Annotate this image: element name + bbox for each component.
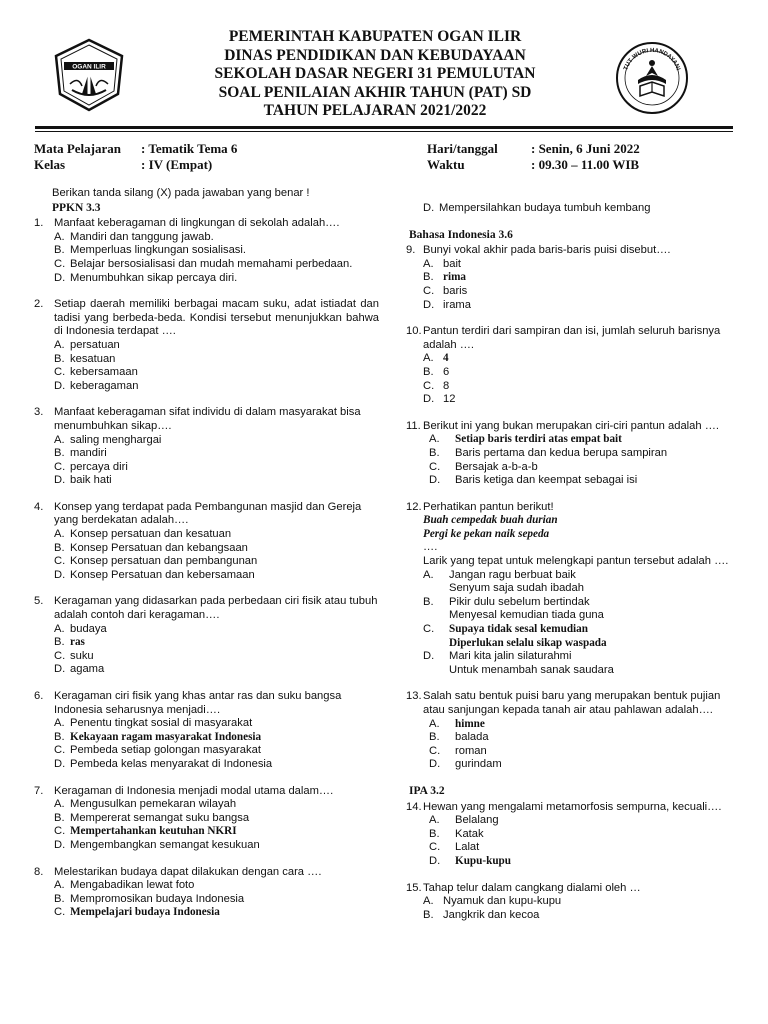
question-number: 1. <box>34 217 44 230</box>
question-2 <box>34 298 379 393</box>
option-b[interactable]: B. Katak <box>429 827 484 840</box>
date-value: : Senin, 6 Juni 2022 <box>531 141 640 156</box>
question-prompt: Larik yang tepat untuk melengkapi pantun tersebut adalah …. <box>423 555 729 568</box>
option-a[interactable]: A. persatuan <box>54 338 120 351</box>
option-d[interactable]: D. Mari kita jalin silaturahmi Untuk menambah sanak saudara <box>423 650 614 676</box>
time-label: Waktu <box>427 157 465 172</box>
option-a[interactable]: A. Mengusulkan pemekaran wilayah <box>54 798 237 811</box>
question-15 <box>406 882 736 923</box>
option-c[interactable]: C. Pembeda setiap golongan masyarakat <box>54 744 261 757</box>
option-d[interactable]: D. Baris ketiga dan keempat sebagai isi <box>429 474 638 487</box>
ogan-ilir-emblem-icon <box>52 38 126 112</box>
question-8 <box>34 866 379 920</box>
option-d[interactable]: D. Mengembangkan semangat kesukuan <box>54 838 260 851</box>
question-number: 12. <box>406 500 422 513</box>
option-a[interactable]: A. bait <box>423 257 462 270</box>
option-a[interactable]: A. Belalang <box>429 814 499 827</box>
question-11 <box>406 420 736 488</box>
instruction-text: Berikan tanda silang (X) pada jawaban yang benar ! <box>52 187 310 199</box>
option-d[interactable]: D. Menumbuhkan sikap percaya diri. <box>54 271 238 284</box>
option-d[interactable]: D. keberagaman <box>54 379 139 392</box>
question-number: 4. <box>34 500 44 513</box>
pantun-blank: …. <box>423 541 438 554</box>
svg-text:TUT WURI HANDAYANI: TUT WURI HANDAYANI <box>623 47 681 72</box>
svg-text:OGAN ILIR: OGAN ILIR <box>72 63 106 71</box>
option-a[interactable]: A. budaya <box>54 622 107 635</box>
option-c[interactable]: C. 8 <box>423 379 450 392</box>
option-c[interactable]: C. baris <box>423 284 468 297</box>
option-a[interactable]: A. Mandiri dan tanggung jawab. <box>54 230 214 243</box>
option-a[interactable]: A. saling menghargai <box>54 433 162 446</box>
option-b[interactable]: B. Pikir dulu sebelum bertindak Menyesal kemudian tiada guna <box>423 595 604 622</box>
option-a[interactable]: A. Nyamuk dan kupu-kupu <box>423 895 562 908</box>
option-b[interactable]: B. Jangkrik dan kecoa <box>423 908 540 921</box>
question-stem: Bunyi vokal akhir pada baris-baris puisi disebut…. <box>423 244 671 257</box>
date-label: Hari/tanggal <box>427 141 498 156</box>
section-bahasa-indonesia: Bahasa Indonesia 3.6 <box>409 228 513 241</box>
question-12 <box>406 501 736 678</box>
question-9 <box>406 244 736 312</box>
option-d[interactable]: D. agama <box>54 663 105 676</box>
header-line-3: SEKOLAH DASAR NEGERI 31 PEMULUTAN <box>214 65 536 82</box>
question-stem: Keragaman di Indonesia menjadi modal utama dalam…. <box>54 784 334 797</box>
question-number: 13. <box>406 690 422 703</box>
question-number: 3. <box>34 406 44 419</box>
option-b[interactable]: B. mandiri <box>54 447 107 460</box>
question-stem: Berikut ini yang bukan merupakan ciri-ciri pantun adalah …. <box>423 419 720 432</box>
question-number: 15. <box>406 881 422 894</box>
option-a[interactable]: A. himne <box>429 717 485 730</box>
pantun-line-1: Buah cempedak buah durian <box>423 514 558 527</box>
option-a[interactable]: A. Mengabadikan lewat foto <box>54 879 195 892</box>
option-a[interactable]: A. Penentu tingkat sosial di masyarakat <box>54 717 253 730</box>
question-1 <box>34 217 379 285</box>
option-c[interactable]: C. Mempertahankan keutuhan NKRI <box>54 825 237 838</box>
tut-wuri-handayani-logo-icon <box>614 40 690 116</box>
option-c[interactable]: C. Lalat <box>429 841 480 854</box>
question-stem: Perhatikan pantun berikut! <box>423 500 554 513</box>
question-7 <box>34 785 379 853</box>
question-stem: Pantun terdiri dari sampiran dan isi, jumlah seluruh barisnya adalah …. <box>423 325 721 351</box>
header-divider-thick <box>35 126 733 129</box>
question-13 <box>406 690 736 772</box>
question-number: 2. <box>34 298 44 311</box>
option-b[interactable]: B. Kekayaan ragam masyarakat Indonesia <box>54 730 262 743</box>
subject-value: : Tematik Tema 6 <box>141 141 238 156</box>
question-stem: Salah satu bentuk puisi baru yang merupakan bentuk pujian atau sanjungan kepada tanah air atau pahlawan adalah…. <box>423 690 721 716</box>
header-line-4: SOAL PENILAIAN AKHIR TAHUN (PAT) SD <box>218 83 532 101</box>
question-number: 8. <box>34 865 44 878</box>
option-d[interactable]: D. Pembeda kelas menyarakat di Indonesia <box>54 757 273 770</box>
option-d[interactable]: D. 12 <box>423 393 456 406</box>
option-c[interactable]: C. Mempelajari budaya Indonesia <box>54 906 220 919</box>
option-b[interactable]: B. kesatuan <box>54 352 116 365</box>
option-b[interactable]: B. ras <box>54 636 85 649</box>
class-label: Kelas <box>34 157 66 172</box>
header-line-2: DINAS PENDIDIKAN DAN KEBUDAYAAN <box>224 46 526 64</box>
option-d[interactable]: D. baik hati <box>54 474 112 487</box>
section-ipa: IPA 3.2 <box>409 784 445 797</box>
question-stem: Manfaat keberagaman sifat individu di dalam masyarakat bisa menumbuhkan sikap…. <box>54 406 361 432</box>
option-d[interactable]: D. Kupu-kupu <box>429 854 511 867</box>
time-value: : 09.30 – 11.00 WIB <box>531 157 640 172</box>
question-stem: Tahap telur dalam cangkang dialami oleh … <box>423 881 641 894</box>
question-stem: Konsep yang terdapat pada Pembangunan masjid dan Gereja yang berdekatan adalah…. <box>54 500 362 527</box>
question-number: 5. <box>34 595 44 608</box>
option-c[interactable]: C. suku <box>54 649 94 662</box>
question-stem: Keragaman yang didasarkan pada perbedaan ciri fisik atau tubuh adalah contoh dari keragaman…. <box>54 595 378 622</box>
option-b[interactable]: B. Baris pertama dan kedua berupa sampiran <box>429 446 668 459</box>
question-5 <box>34 595 379 677</box>
question-number: 9. <box>406 244 416 257</box>
class-value: : IV (Empat) <box>141 157 213 172</box>
question-stem: Melestarikan budaya dapat dilakukan dengan cara …. <box>54 865 322 878</box>
option-d[interactable]: D. Konsep Persatuan dan kebersamaan <box>54 568 255 581</box>
option-c[interactable]: C. Bersajak a-b-a-b <box>429 460 538 473</box>
question-10 <box>406 325 736 407</box>
section-ppkn: PPKN 3.3 <box>52 201 101 214</box>
header-line-5: TAHUN PELAJARAN 2021/2022 <box>263 102 487 119</box>
option-b[interactable]: B. Mempererat semangat suku bangsa <box>54 811 250 824</box>
question-number: 6. <box>34 690 44 702</box>
question-stem: Keragaman ciri fisik yang khas antar ras dan suku bangsa Indonesia seharusnya menjadi…. <box>54 690 342 716</box>
option-a[interactable]: A. Konsep persatuan dan kesatuan <box>54 528 232 541</box>
question-14 <box>406 801 736 869</box>
option-a[interactable]: A. Jangan ragu berbuat baik Senyum saja sudah ibadah <box>423 568 584 595</box>
question-6 <box>34 690 379 772</box>
option-d[interactable]: D. gurindam <box>429 758 502 771</box>
question-4 <box>34 501 379 583</box>
question-number: 10. <box>406 325 422 338</box>
option-c[interactable]: C. roman <box>429 744 487 757</box>
option-b[interactable]: B. Konsep Persatuan dan kebangsaan <box>54 541 248 554</box>
question-number: 7. <box>34 784 44 797</box>
option-c[interactable]: C. kebersamaan <box>54 366 138 379</box>
question-number: 14. <box>406 800 422 813</box>
option-c[interactable]: C. Konsep persatuan dan pembangunan <box>54 555 258 568</box>
header-divider-thin <box>35 131 733 132</box>
option-b[interactable]: B. Mempromosikan budaya Indonesia <box>54 892 245 905</box>
option-c[interactable]: C. Supaya tidak sesal kemudian Diperlukan selalu sikap waspada <box>423 623 607 649</box>
option-b[interactable]: B. 6 <box>423 365 450 378</box>
question-8-option-d[interactable]: D. Mempersilahkan budaya tumbuh kembang <box>423 202 651 214</box>
question-stem: Setiap daerah memiliki berbagai macam suku, adat istiadat dan tadisi yang berbeda-beda. Kondisi tersebut menunjukkan bahwa di Indonesia terdapat …. <box>54 298 379 338</box>
option-d[interactable]: D. irama <box>423 298 471 311</box>
question-number: 11. <box>406 419 421 432</box>
school-header <box>160 28 590 121</box>
question-stem: Hewan yang mengalami metamorfosis sempurna, kecuali…. <box>423 800 722 813</box>
right-column <box>406 202 736 922</box>
pantun-line-2: Pergi ke pekan naik sepeda <box>423 527 550 540</box>
subject-label: Mata Pelajaran <box>34 141 122 156</box>
header-line-1: PEMERINTAH KABUPATEN OGAN ILIR <box>228 28 522 45</box>
option-b[interactable]: B. balada <box>429 731 489 744</box>
option-b[interactable]: B. Memperluas lingkungan sosialisasi. <box>54 244 246 257</box>
question-stem: Manfaat keberagaman di lingkungan di sekolah adalah…. <box>54 217 340 230</box>
option-c[interactable]: C. percaya diri <box>54 460 128 473</box>
option-a[interactable]: A. 4 <box>423 352 449 365</box>
option-b[interactable]: B. rima <box>423 271 466 284</box>
left-column <box>34 187 379 920</box>
option-c[interactable]: C. Belajar bersosialisasi dan mudah memahami perbedaan. <box>54 257 353 270</box>
question-3 <box>34 406 379 488</box>
option-a[interactable]: A. Setiap baris terdiri atas empat bait <box>429 433 622 446</box>
